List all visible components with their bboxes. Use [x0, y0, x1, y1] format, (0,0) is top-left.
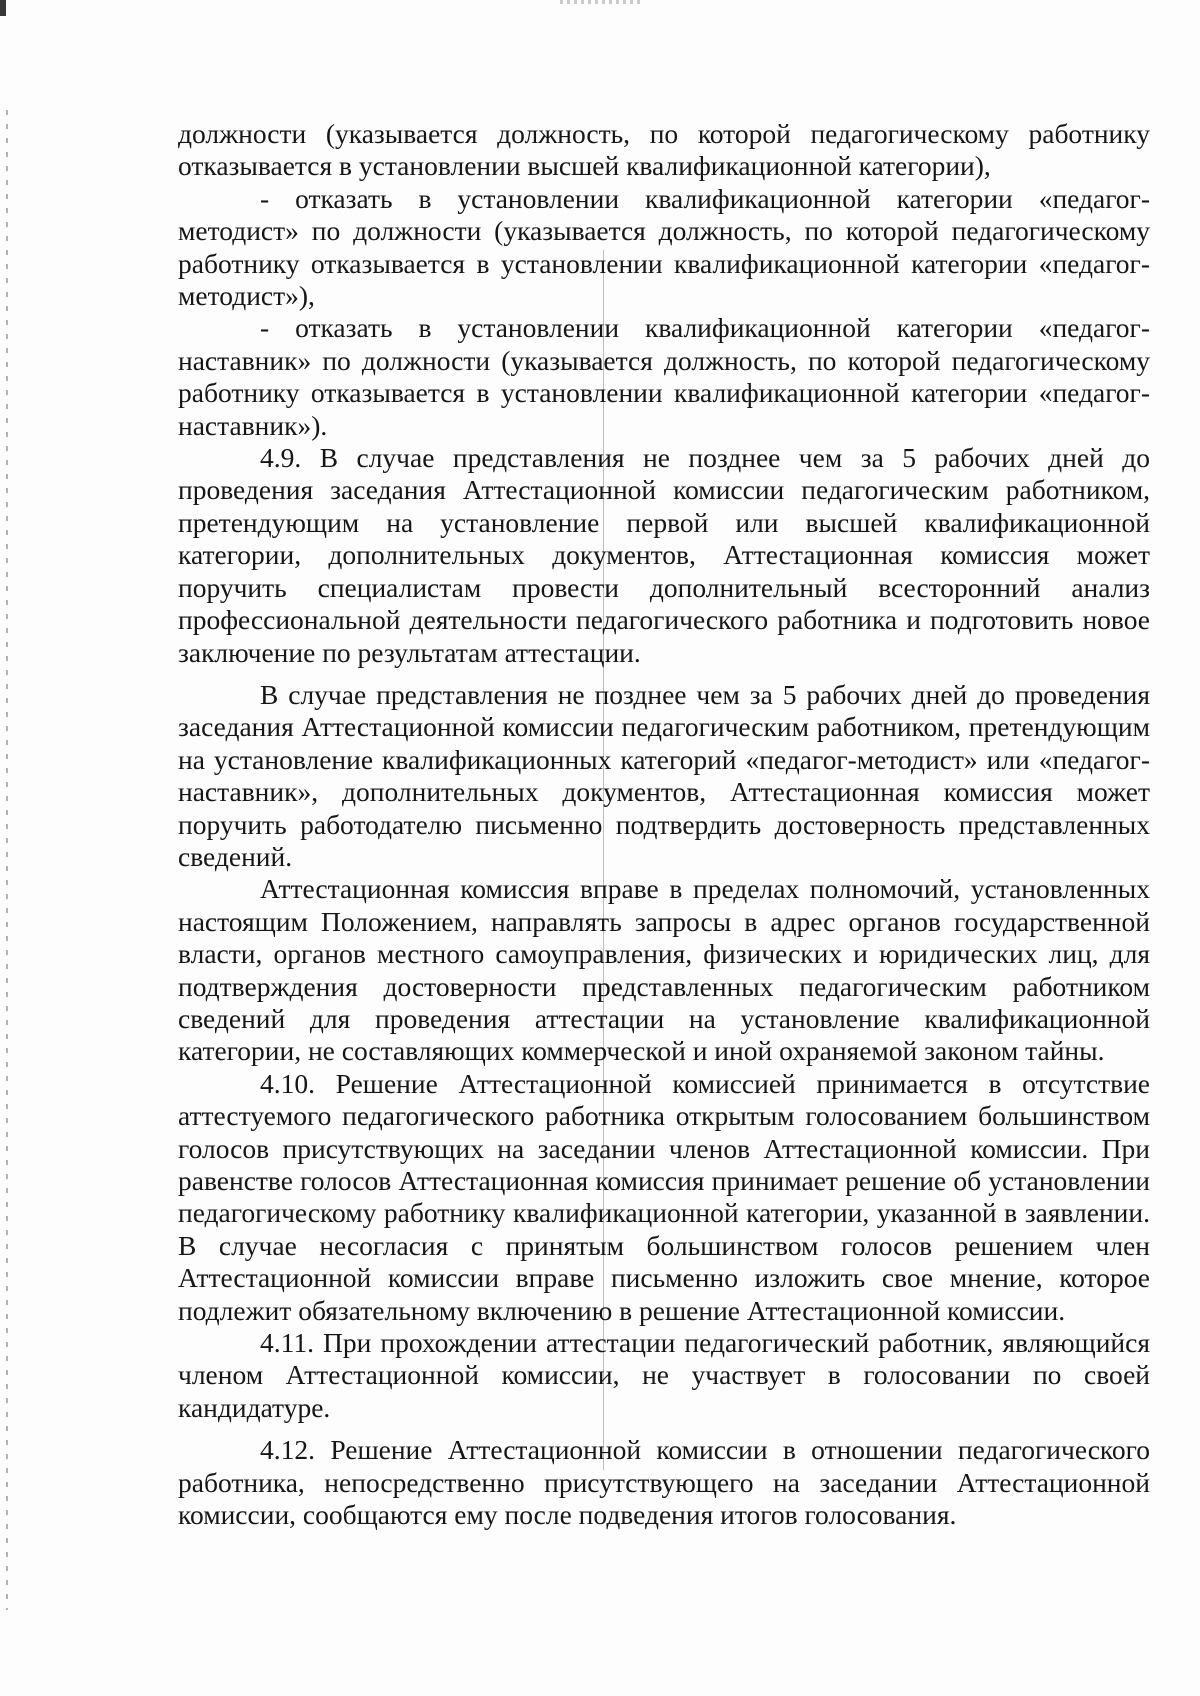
paragraph-continuation: должности (указывается должность, по которой педагогическому работнику отказывается в установлении высшей квалификационной категории),: [178, 118, 1150, 182]
document-body: [178, 118, 1150, 1531]
scan-top-artifact: [560, 0, 640, 4]
paragraph-4-9: 4.9. В случае представления не позднее чем за 5 рабочих дней до проведения заседания Аттестационной комиссии педагогическим работником, претендующим на установление первой или высшей квалификационной категории, дополнительных документов, Аттестационная комиссия может поручить специалистам провести дополнительный всесторонний анализ профессиональной деятельности педагогического работника и подготовить новое заключение по результатам аттестации.: [178, 442, 1150, 668]
paragraph-4-12: 4.12. Решение Аттестационной комиссии в отношении педагогического работника, непосредственно присутствующего на заседании Аттестационной комиссии, сообщаются ему после подведения итогов голосования.: [178, 1434, 1150, 1531]
paragraph-mentor-refusal: - отказать в установлении квалификационной категории «педагог-наставник» по должности (указывается должность, по которой педагогическому работнику отказывается в установлении квалификационной категории «педагог-наставник»).: [178, 312, 1150, 441]
scan-left-edge: [6, 110, 8, 1610]
scan-corner-mark: [0, 0, 6, 16]
paragraph-4-10: 4.10. Решение Аттестационной комиссией принимается в отсутствие аттестуемого педагогического работника открытым голосованием большинством голосов присутствующих на заседании членов Аттестационной комиссии. При равенстве голосов Аттестационная комиссия принимает решение об установлении педагогическому работнику квалификационной категории, указанной в заявлении. В случае несогласия с принятым большинством голосов решением член Аттестационной комиссии вправе письменно изложить свое мнение, которое подлежит обязательному включению в решение Аттестационной комиссии.: [178, 1067, 1150, 1326]
paragraph-methodist-refusal: - отказать в установлении квалификационной категории «педагог-методист» по должности (указывается должность, по которой педагогическому работнику отказывается в установлении квалификационной категории «педагог-методист»),: [178, 182, 1150, 312]
paragraph-requests: Аттестационная комиссия вправе в пределах полномочий, установленных настоящим Положением, направлять запросы в адрес органов государственной власти, органов местного самоуправления, физических и юридических лиц, для подтверждения достоверности представленных педагогическим работником сведений для проведения аттестации на установление квалификационной категории, не составляющих коммерческой и иной охраняемой законом тайны.: [178, 873, 1150, 1067]
paragraph-4-11: 4.11. При прохождении аттестации педагогический работник, являющийся членом Аттестационной комиссии, не участвует в голосовании по своей кандидатуре.: [178, 1327, 1150, 1423]
paragraph-additional-documents: В случае представления не позднее чем за 5 рабочих дней до проведения заседания Аттестационной комиссии педагогическим работником, претендующим на установление квалификационных категорий «педагог-методист» или «педагог-наставник», дополнительных документов, Аттестационная комиссия может поручить работодателю письменно подтвердить достоверность представленных сведений.: [178, 678, 1150, 872]
